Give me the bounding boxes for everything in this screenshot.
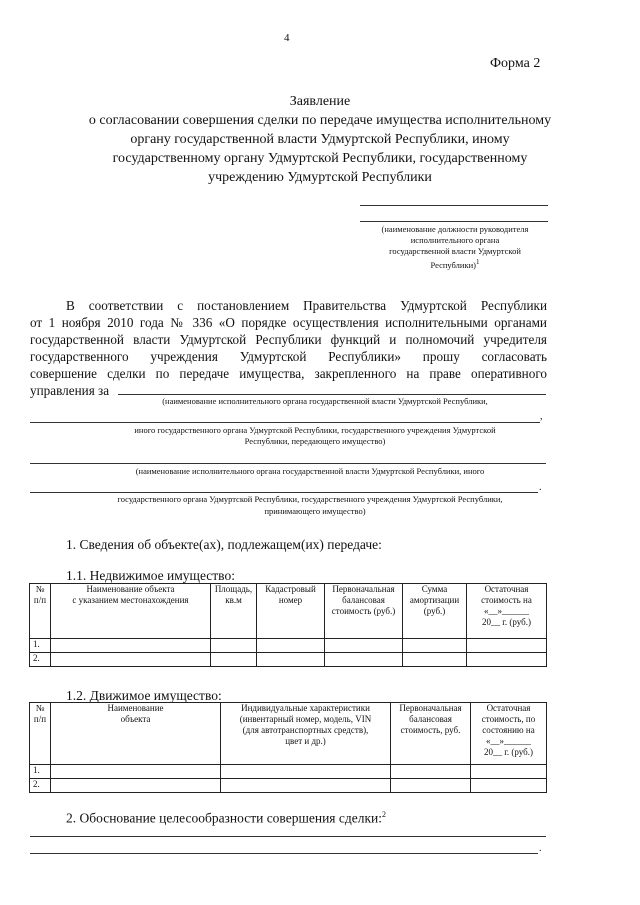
section-1-2-title: 1.2. Движимое имущество: (66, 688, 222, 703)
table-cell[interactable] (211, 639, 257, 653)
title-line: учреждению Удмуртской Республики (208, 170, 432, 185)
real-estate-table (29, 583, 547, 667)
form-label: Форма 2 (490, 56, 541, 71)
footnote-mark: 1 (475, 258, 480, 266)
period-mark: . (539, 843, 542, 854)
table-cell[interactable] (467, 653, 547, 667)
justification-line-1[interactable] (30, 836, 546, 837)
table-cell[interactable] (391, 779, 471, 793)
table-row (30, 639, 547, 653)
movable-property-table (29, 702, 547, 793)
footnote-mark: 2 (382, 810, 387, 819)
table-cell[interactable] (325, 653, 403, 667)
title-line: Заявление (289, 94, 351, 109)
table-cell[interactable] (467, 639, 547, 653)
addressee-caption-line: государственной власти Удмуртской (389, 246, 521, 256)
body-line: совершение сделки по передаче имущества, закрепленного на праве оперативного (30, 366, 547, 381)
receiving-caption-1: (наименование исполнительного органа государственной власти Удмуртской Республики, иного (135, 466, 485, 476)
table-cell[interactable] (51, 765, 221, 779)
col-area: Площадь, кв.м (211, 584, 257, 639)
row-number: 1. (30, 765, 51, 779)
body-line: государственного учреждения Удмуртской Республики» прошу согласовать (30, 349, 547, 364)
receiving-org-line (30, 463, 546, 464)
title-line: о согласовании совершения сделки по передаче имущества исполнительному (88, 113, 552, 128)
row-number: 1. (30, 639, 51, 653)
table-cell[interactable] (471, 765, 547, 779)
col-number: № п/п (30, 584, 51, 639)
table-cell[interactable] (221, 765, 391, 779)
addressee-caption-line: (наименование должности руководителя (381, 224, 529, 234)
table-cell[interactable] (391, 765, 471, 779)
transferring-caption-2: иного государственного органа Удмуртской Республики, государственного учреждения Удмуртской (134, 425, 496, 435)
section-2-title (66, 810, 386, 827)
col-initial-cost: Первоначальная балансовая стоимость, руб. (391, 703, 471, 765)
body-line: государственной власти Удмуртской Республики функций и полномочий учредителя (30, 332, 547, 347)
addressee-caption-line: исполнительного органа (410, 235, 500, 245)
table-row (30, 779, 547, 793)
title-line: государственному органу Удмуртской Республики, государственному (112, 151, 528, 166)
title-line: органу государственной власти Удмуртской Республики, иному (130, 132, 510, 147)
receiving-org-line-2 (30, 492, 538, 493)
receiving-caption-3: принимающего имущество) (264, 506, 366, 516)
document-title (20, 92, 620, 187)
col-initial-cost: Первоначальная балансовая стоимость (руб.) (325, 584, 403, 639)
col-cadastral: Кадастровый номер (257, 584, 325, 639)
addressee-line-2 (360, 221, 548, 222)
table-cell[interactable] (257, 653, 325, 667)
col-number: № п/п (30, 703, 51, 765)
col-object-name: Наименование объекта (51, 703, 221, 765)
table-row (30, 653, 547, 667)
table-cell[interactable] (471, 779, 547, 793)
section-1-1-title: 1.1. Недвижимое имущество: (66, 568, 235, 583)
transferring-caption-1: (наименование исполнительного органа государственной власти Удмуртской Республики, (162, 396, 488, 406)
period-mark: . (539, 482, 542, 493)
table-header-row (30, 703, 547, 765)
row-number: 2. (30, 653, 51, 667)
table-cell[interactable] (211, 653, 257, 667)
table-cell[interactable] (51, 779, 221, 793)
body-paragraph (30, 297, 547, 399)
section-1-title: 1. Сведения об объекте(ах), подлежащем(их) передаче: (66, 537, 382, 552)
table-cell[interactable] (403, 653, 467, 667)
addressee-line-1 (360, 205, 548, 206)
col-characteristics: Индивидуальные характеристики (инвентарный номер, модель, VIN (для автотранспортных средств), цвет и др.) (221, 703, 391, 765)
transferring-org-line-2 (30, 422, 540, 423)
transferring-caption-3: Республики, передающего имущество) (244, 436, 386, 446)
justification-line-2[interactable] (30, 853, 538, 854)
body-line: В соответствии с постановлением Правительства Удмуртской Республики (66, 298, 547, 313)
table-cell[interactable] (51, 639, 211, 653)
addressee-caption-line: Республики) (430, 259, 476, 270)
transferring-org-line (118, 394, 546, 395)
col-residual-cost: Остаточная стоимость на «__»______ 20__ г. (руб.) (467, 584, 547, 639)
receiving-caption-2: государственного органа Удмуртской Республики, государственного учреждения Удмуртской Республики, (117, 494, 503, 504)
table-row (30, 765, 547, 779)
col-amortization: Сумма амортизации (руб.) (403, 584, 467, 639)
table-cell[interactable] (51, 653, 211, 667)
table-cell[interactable] (257, 639, 325, 653)
page-number: 4 (284, 32, 290, 44)
body-line: управления за (30, 383, 110, 398)
table-header-row (30, 584, 547, 639)
col-residual-cost: Остаточная стоимость, по состоянию на «__»______ 20__ г. (руб.) (471, 703, 547, 765)
col-object-name: Наименование объекта с указанием местонахождения (51, 584, 211, 639)
body-line: от 1 ноября 2010 года № 336 «О порядке осуществления исполнительными органами (30, 315, 547, 330)
comma-mark: , (540, 411, 543, 422)
row-number: 2. (30, 779, 51, 793)
section-2-title-text: 2. Обоснование целесообразности совершения сделки: (66, 810, 383, 826)
table-cell[interactable] (221, 779, 391, 793)
addressee-caption (355, 224, 555, 271)
table-cell[interactable] (403, 639, 467, 653)
table-cell[interactable] (325, 639, 403, 653)
